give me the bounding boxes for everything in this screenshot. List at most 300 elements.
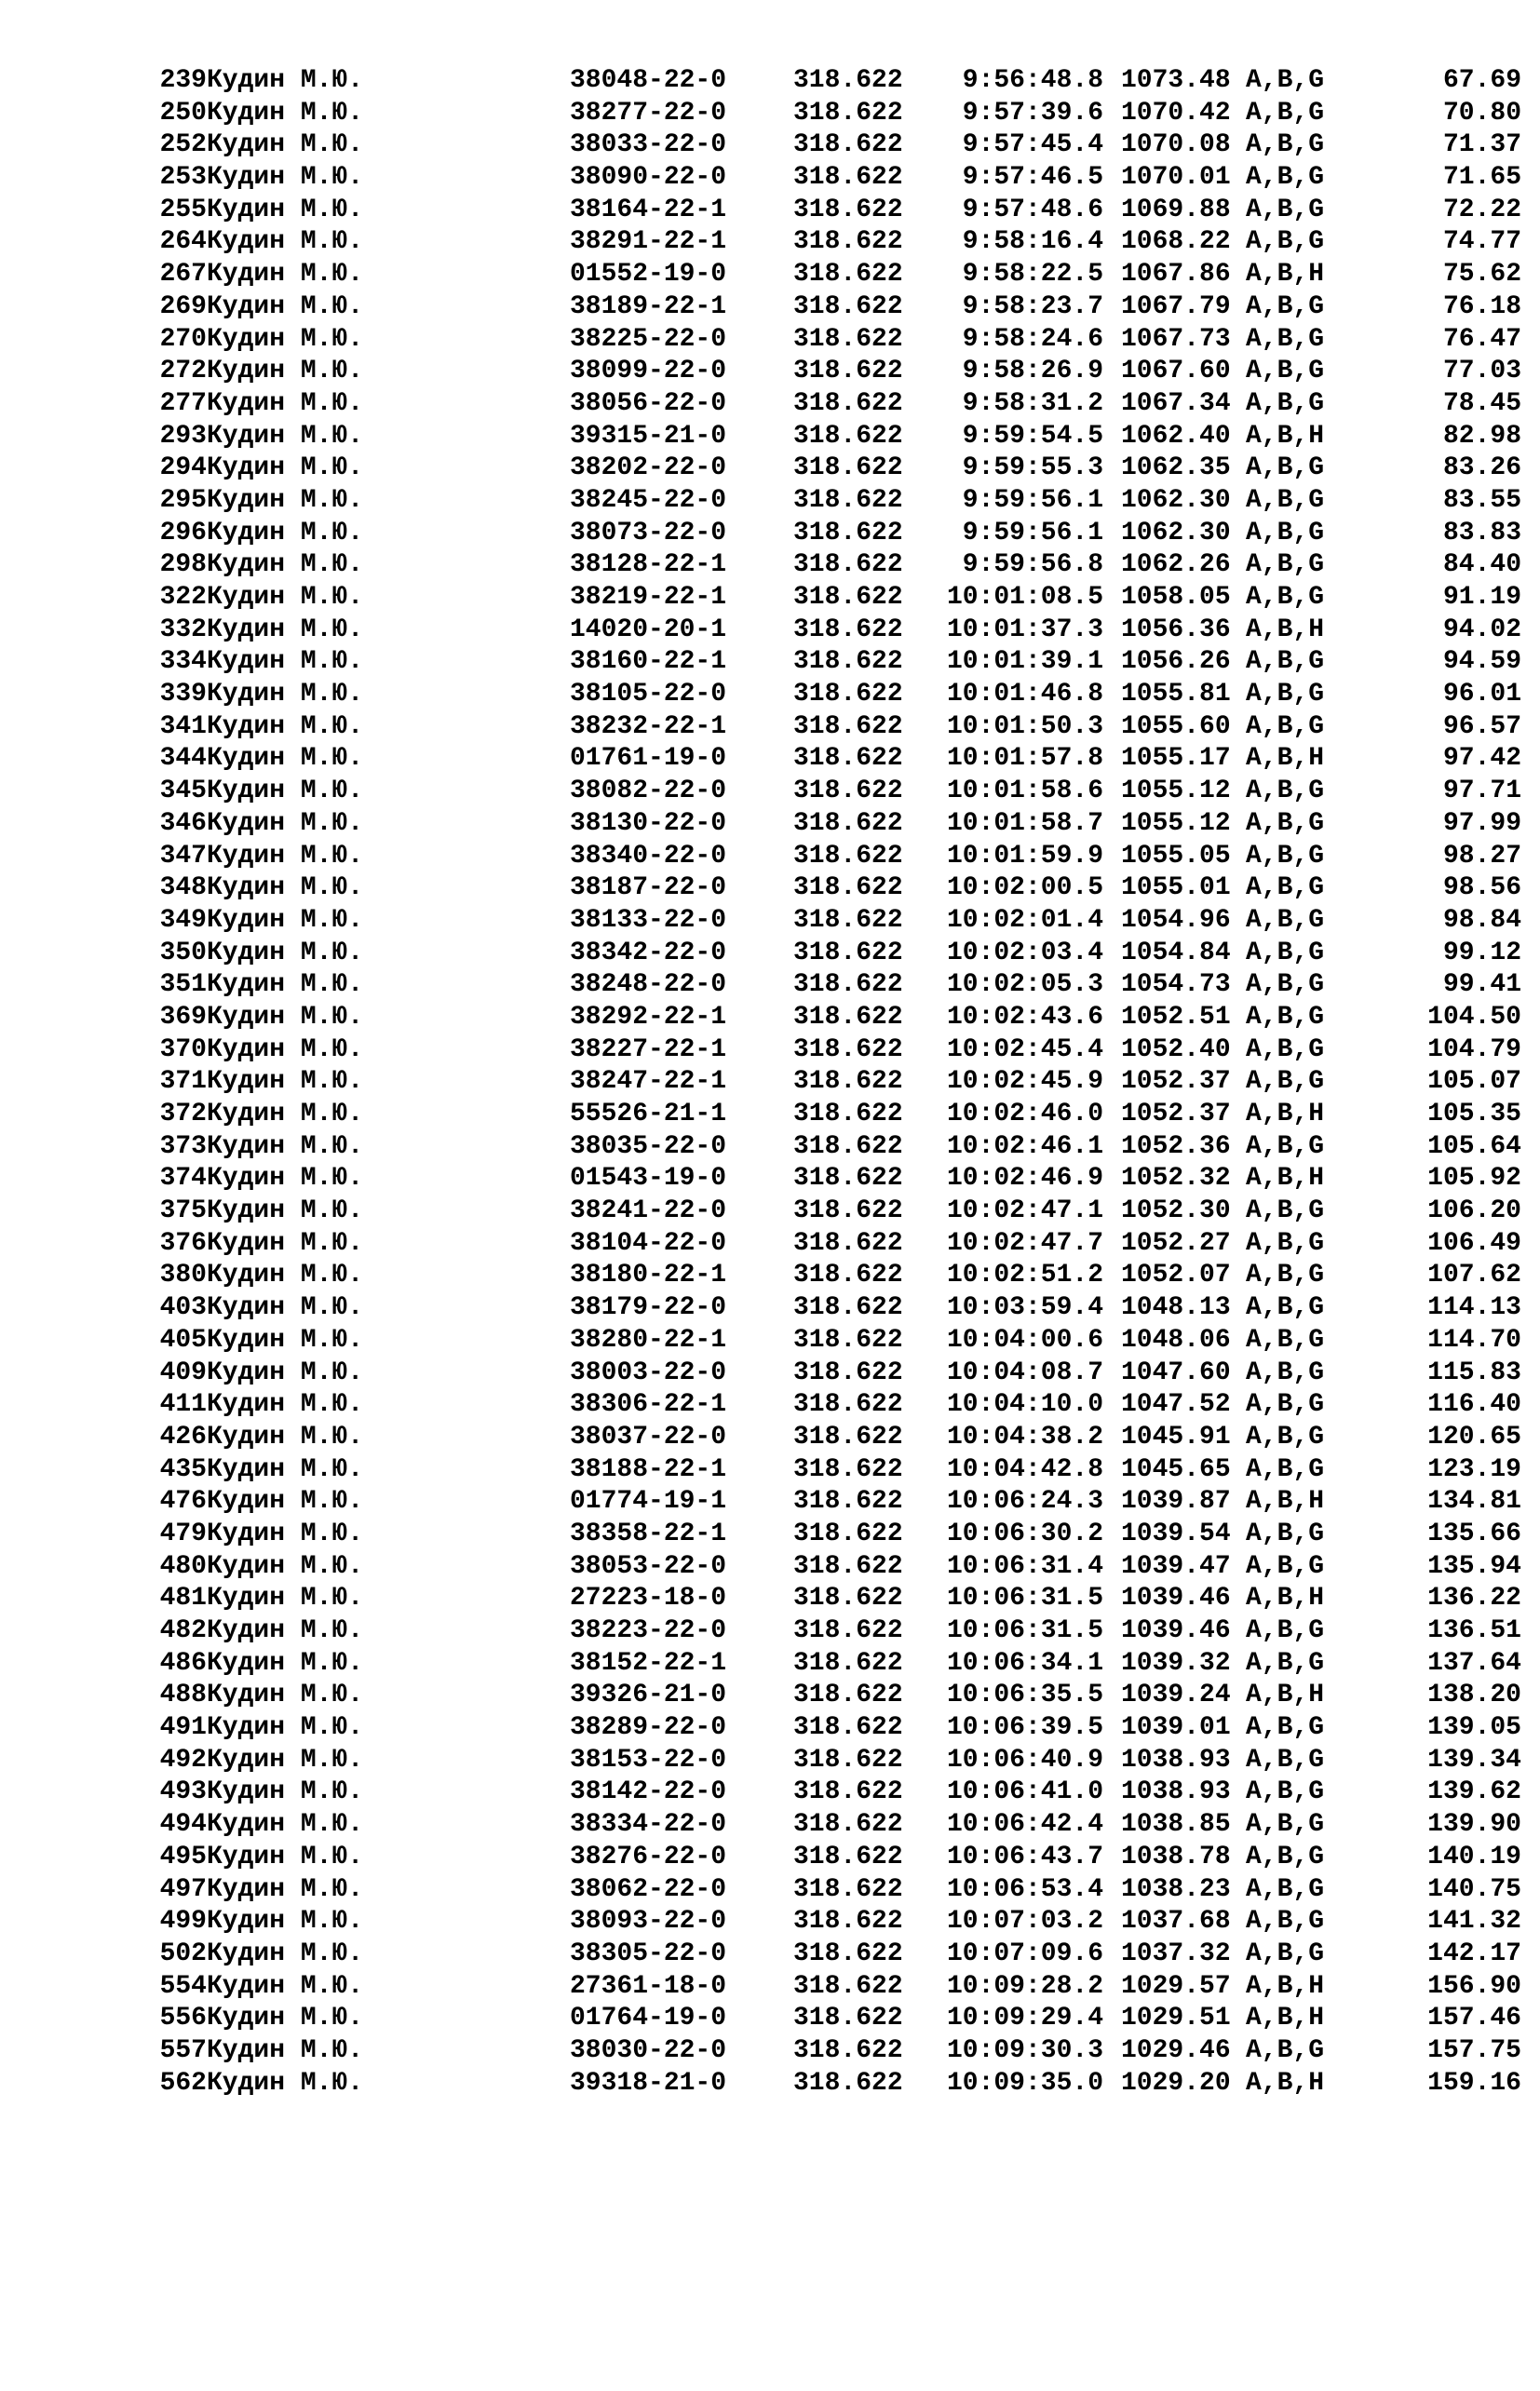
trailing-value: 83.83 [1442,518,1521,547]
log-row [0,905,1540,938]
frequency: 318.622 [793,1487,903,1517]
frequency: 318.622 [793,1681,903,1710]
trailing-value: 105.92 [1427,1164,1521,1194]
log-row [0,291,1540,324]
log-row [0,388,1540,421]
log-row [0,1551,1540,1584]
object-id: 38247-22-1 [570,1067,727,1097]
trailing-value: 115.83 [1427,1358,1521,1387]
observation-time: 10:01:58.7 [946,808,1103,838]
row-number: 334 [159,647,207,677]
measured-value: 1062.35 [1121,453,1231,483]
frequency: 318.622 [793,1745,903,1775]
flags: A,B,G [1246,1777,1325,1807]
object-id: 38306-22-1 [570,1390,727,1420]
object-id: 39318-21-0 [570,2068,727,2098]
object-id: 01552-19-0 [570,260,727,290]
trailing-value: 139.90 [1427,1810,1521,1840]
row-number: 332 [159,615,207,644]
trailing-value: 105.35 [1427,1100,1521,1128]
frequency: 318.622 [793,1519,903,1548]
row-number: 295 [159,485,207,515]
observation-time: 9:57:46.5 [962,163,1103,193]
row-number: 373 [159,1131,207,1161]
trailing-value: 141.32 [1427,1907,1521,1937]
frequency: 318.622 [793,1131,903,1161]
trailing-value: 157.46 [1427,2004,1521,2033]
trailing-value: 123.19 [1427,1454,1521,1484]
flags: A,B,G [1246,130,1325,160]
trailing-value: 98.27 [1442,841,1521,871]
row-number: 267 [159,260,207,290]
measured-value: 1037.32 [1121,1938,1231,1968]
trailing-value: 94.59 [1442,647,1521,677]
object-id: 14020-20-1 [570,615,727,644]
observation-time: 10:02:51.2 [946,1261,1103,1290]
row-number: 491 [159,1713,207,1743]
log-row [0,1776,1540,1809]
row-number: 481 [159,1584,207,1614]
flags: A,B,H [1246,1487,1325,1517]
measured-value: 1045.91 [1121,1422,1231,1452]
frequency: 318.622 [793,66,903,95]
row-number: 374 [159,1164,207,1194]
observer-name: Кудин М.Ю. [207,1648,364,1678]
measured-value: 1039.32 [1121,1648,1231,1678]
measured-value: 1038.93 [1121,1745,1231,1775]
trailing-value: 74.77 [1442,227,1521,257]
observer-name: Кудин М.Ю. [207,808,364,838]
object-id: 38035-22-0 [570,1131,727,1161]
flags: A,B,H [1246,2004,1325,2033]
observation-time: 10:06:39.5 [946,1713,1103,1743]
log-row [0,453,1540,485]
observer-name: Кудин М.Ю. [207,1196,364,1226]
measured-value: 1039.24 [1121,1681,1231,1710]
frequency: 318.622 [793,1810,903,1840]
measured-value: 1062.26 [1121,550,1231,580]
object-id: 38232-22-1 [570,711,727,741]
trailing-value: 114.13 [1427,1293,1521,1323]
observer-name: Кудин М.Ю. [207,1745,364,1775]
measured-value: 1038.93 [1121,1777,1231,1807]
log-row [0,1228,1540,1261]
row-number: 480 [159,1551,207,1581]
log-row [0,743,1540,776]
log-row [0,808,1540,841]
flags: A,B,G [1246,1745,1325,1775]
observation-time: 9:57:45.4 [962,130,1103,160]
measured-value: 1029.20 [1121,2068,1231,2098]
flags: A,B,H [1246,260,1325,290]
measured-value: 1067.34 [1121,388,1231,418]
observation-time: 10:06:35.5 [946,1681,1103,1710]
frequency: 318.622 [793,1390,903,1420]
object-id: 55526-21-1 [570,1100,727,1128]
trailing-value: 91.19 [1442,583,1521,612]
observation-time: 10:04:42.8 [946,1454,1103,1484]
flags: A,B,G [1246,1196,1325,1226]
object-id: 38037-22-0 [570,1422,727,1452]
object-id: 38248-22-0 [570,970,727,1000]
measured-value: 1052.37 [1121,1067,1231,1097]
flags: A,B,G [1246,777,1325,806]
observation-time: 10:02:03.4 [946,938,1103,967]
flags: A,B,G [1246,1422,1325,1452]
frequency: 318.622 [793,1551,903,1581]
row-number: 255 [159,195,207,224]
observer-name: Кудин М.Ю. [207,324,364,354]
object-id: 38142-22-0 [570,1777,727,1807]
log-row [0,711,1540,744]
row-number: 409 [159,1358,207,1387]
flags: A,B,G [1246,324,1325,354]
row-number: 403 [159,1293,207,1323]
observation-time: 10:06:42.4 [946,1810,1103,1840]
observer-name: Кудин М.Ю. [207,680,364,709]
object-id: 38099-22-0 [570,357,727,386]
frequency: 318.622 [793,1616,903,1645]
observation-time: 10:04:00.6 [946,1325,1103,1355]
frequency: 318.622 [793,357,903,386]
row-number: 347 [159,841,207,871]
measured-value: 1070.01 [1121,163,1231,193]
flags: A,B,G [1246,2035,1325,2065]
frequency: 318.622 [793,647,903,677]
object-id: 38105-22-0 [570,680,727,709]
trailing-value: 114.70 [1427,1325,1521,1355]
flags: A,B,G [1246,1842,1325,1871]
object-id: 38202-22-0 [570,453,727,483]
log-row [0,1358,1540,1390]
log-row [0,938,1540,970]
row-number: 435 [159,1454,207,1484]
frequency: 318.622 [793,550,903,580]
object-id: 38062-22-0 [570,1874,727,1904]
object-id: 38342-22-0 [570,938,727,967]
log-row [0,679,1540,711]
flags: A,B,G [1246,938,1325,967]
row-number: 253 [159,163,207,193]
object-id: 38225-22-0 [570,324,727,354]
object-id: 01761-19-0 [570,744,727,774]
observer-name: Кудин М.Ю. [207,1164,364,1194]
trailing-value: 135.66 [1427,1519,1521,1548]
trailing-value: 106.20 [1427,1196,1521,1226]
observation-time: 10:06:31.5 [946,1616,1103,1645]
flags: A,B,G [1246,1454,1325,1484]
frequency: 318.622 [793,1261,903,1290]
row-number: 405 [159,1325,207,1355]
log-row [0,1325,1540,1358]
log-row [0,162,1540,195]
observer-name: Кудин М.Ю. [207,195,364,224]
object-id: 38160-22-1 [570,647,727,677]
row-number: 479 [159,1519,207,1548]
trailing-value: 107.62 [1427,1261,1521,1290]
observer-name: Кудин М.Ю. [207,1551,364,1581]
observation-time: 10:07:03.2 [946,1907,1103,1937]
measured-value: 1067.60 [1121,357,1231,386]
observer-name: Кудин М.Ю. [207,388,364,418]
frequency: 318.622 [793,905,903,935]
measured-value: 1039.47 [1121,1551,1231,1581]
frequency: 318.622 [793,1648,903,1678]
flags: A,B,G [1246,1131,1325,1161]
flags: A,B,G [1246,1261,1325,1290]
observation-time: 10:01:37.3 [946,615,1103,644]
trailing-value: 104.79 [1427,1034,1521,1064]
flags: A,B,G [1246,1874,1325,1904]
measured-value: 1055.12 [1121,777,1231,806]
row-number: 349 [159,905,207,935]
trailing-value: 97.99 [1442,808,1521,838]
observation-time: 10:01:46.8 [946,680,1103,709]
trailing-value: 72.22 [1442,195,1521,224]
flags: A,B,G [1246,1002,1325,1032]
object-id: 01543-19-0 [570,1164,727,1194]
trailing-value: 136.22 [1427,1584,1521,1614]
observation-time: 10:06:41.0 [946,1777,1103,1807]
flags: A,B,G [1246,1519,1325,1548]
observer-name: Кудин М.Ю. [207,647,364,677]
flags: A,B,H [1246,1584,1325,1614]
log-row [0,1906,1540,1938]
observer-name: Кудин М.Ю. [207,1390,364,1420]
object-id: 38241-22-0 [570,1196,727,1226]
row-number: 426 [159,1422,207,1452]
observation-time: 9:59:54.5 [962,421,1103,451]
trailing-value: 104.50 [1427,1002,1521,1032]
object-id: 38152-22-1 [570,1648,727,1678]
measured-value: 1062.30 [1121,485,1231,515]
trailing-value: 137.64 [1427,1648,1521,1678]
measured-value: 1047.60 [1121,1358,1231,1387]
observation-time: 10:06:34.1 [946,1648,1103,1678]
row-number: 239 [159,66,207,95]
observation-time: 10:02:43.6 [946,1002,1103,1032]
log-row [0,518,1540,550]
trailing-value: 98.56 [1442,873,1521,903]
object-id: 38340-22-0 [570,841,727,871]
log-row [0,259,1540,291]
frequency: 318.622 [793,453,903,483]
flags: A,B,G [1246,905,1325,935]
observer-name: Кудин М.Ю. [207,970,364,1000]
log-row [0,615,1540,647]
trailing-value: 159.16 [1427,2068,1521,2098]
flags: A,B,G [1246,1551,1325,1581]
observation-time: 10:02:46.0 [946,1100,1103,1128]
row-number: 298 [159,550,207,580]
log-row [0,1454,1540,1487]
flags: A,B,G [1246,195,1325,224]
frequency: 318.622 [793,518,903,547]
log-row [0,1971,1540,2004]
observer-name: Кудин М.Ю. [207,1907,364,1937]
measured-value: 1062.30 [1121,518,1231,547]
log-row [0,1938,1540,1971]
observation-time: 10:01:59.9 [946,841,1103,871]
object-id: 38189-22-1 [570,291,727,321]
frequency: 318.622 [793,485,903,515]
trailing-value: 116.40 [1427,1390,1521,1420]
flags: A,B,H [1246,744,1325,774]
flags: A,B,G [1246,227,1325,257]
log-row [0,1066,1540,1099]
flags: A,B,H [1246,2068,1325,2098]
row-number: 556 [159,2004,207,2033]
log-row [0,1583,1540,1615]
log-row [0,1034,1540,1067]
trailing-value: 136.51 [1427,1616,1521,1645]
row-number: 380 [159,1261,207,1290]
flags: A,B,G [1246,1293,1325,1323]
log-row [0,1874,1540,1907]
measured-value: 1047.52 [1121,1390,1231,1420]
observation-time: 10:01:50.3 [946,711,1103,741]
observer-name: Кудин М.Ю. [207,1713,364,1743]
object-id: 38003-22-0 [570,1358,727,1387]
observer-name: Кудин М.Ю. [207,744,364,774]
measured-value: 1073.48 [1121,66,1231,95]
trailing-value: 156.90 [1427,1971,1521,2001]
trailing-value: 157.75 [1427,2035,1521,2065]
row-number: 250 [159,98,207,128]
log-row [0,1615,1540,1648]
row-number: 322 [159,583,207,612]
measured-value: 1039.01 [1121,1713,1231,1743]
object-id: 01774-19-1 [570,1487,727,1517]
flags: A,B,G [1246,1228,1325,1258]
log-row [0,1745,1540,1777]
object-id: 38289-22-0 [570,1713,727,1743]
frequency: 318.622 [793,1938,903,1968]
flags: A,B,H [1246,1100,1325,1128]
row-number: 344 [159,744,207,774]
row-number: 482 [159,1616,207,1645]
measured-value: 1052.36 [1121,1131,1231,1161]
observer-name: Кудин М.Ю. [207,1131,364,1161]
observer-name: Кудин М.Ю. [207,1422,364,1452]
observation-time: 10:06:31.4 [946,1551,1103,1581]
observation-time: 10:02:47.7 [946,1228,1103,1258]
frequency: 318.622 [793,1584,903,1614]
frequency: 318.622 [793,260,903,290]
observer-name: Кудин М.Ю. [207,1358,364,1387]
observer-name: Кудин М.Ю. [207,98,364,128]
measured-value: 1067.79 [1121,291,1231,321]
observer-name: Кудин М.Ю. [207,905,364,935]
observer-name: Кудин М.Ю. [207,291,364,321]
object-id: 39315-21-0 [570,421,727,451]
observer-name: Кудин М.Ю. [207,2004,364,2033]
flags: A,B,H [1246,1681,1325,1710]
observer-name: Кудин М.Ю. [207,1681,364,1710]
observer-name: Кудин М.Ю. [207,1519,364,1548]
observer-name: Кудин М.Ю. [207,1293,364,1323]
object-id: 27223-18-0 [570,1584,727,1614]
row-number: 370 [159,1034,207,1064]
log-row [0,1389,1540,1422]
row-number: 376 [159,1228,207,1258]
row-number: 296 [159,518,207,547]
observer-name: Кудин М.Ю. [207,1228,364,1258]
observer-name: Кудин М.Ю. [207,938,364,967]
measured-value: 1029.57 [1121,1971,1231,2001]
observer-name: Кудин М.Ю. [207,1584,364,1614]
log-row [0,872,1540,905]
trailing-value: 82.98 [1442,421,1521,451]
row-number: 497 [159,1874,207,1904]
object-id: 38153-22-0 [570,1745,727,1775]
row-number: 348 [159,873,207,903]
flags: A,B,G [1246,1067,1325,1097]
row-number: 486 [159,1648,207,1678]
row-number: 554 [159,1971,207,2001]
flags: A,B,G [1246,1810,1325,1840]
observer-name: Кудин М.Ю. [207,1002,364,1032]
flags: A,B,G [1246,1648,1325,1678]
object-id: 38133-22-0 [570,905,727,935]
observation-time: 10:06:40.9 [946,1745,1103,1775]
observer-name: Кудин М.Ю. [207,2035,364,2065]
measured-value: 1039.87 [1121,1487,1231,1517]
measured-value: 1052.40 [1121,1034,1231,1064]
trailing-value: 83.55 [1442,485,1521,515]
trailing-value: 94.02 [1442,615,1521,644]
observation-time: 10:01:08.5 [946,583,1103,612]
flags: A,B,G [1246,550,1325,580]
trailing-value: 97.71 [1442,777,1521,806]
observer-name: Кудин М.Ю. [207,1100,364,1128]
trailing-value: 120.65 [1427,1422,1521,1452]
object-id: 38030-22-0 [570,2035,727,2065]
flags: A,B,H [1246,1164,1325,1194]
frequency: 318.622 [793,227,903,257]
trailing-value: 140.75 [1427,1874,1521,1904]
observer-name: Кудин М.Ю. [207,1938,364,1968]
log-row [0,226,1540,259]
log-row [0,969,1540,1002]
log-row [0,1422,1540,1454]
observer-name: Кудин М.Ю. [207,518,364,547]
observation-time: 9:59:56.1 [962,518,1103,547]
object-id: 38245-22-0 [570,485,727,515]
object-id: 38048-22-0 [570,66,727,95]
trailing-value: 99.41 [1442,970,1521,1000]
measured-value: 1037.68 [1121,1907,1231,1937]
observer-name: Кудин М.Ю. [207,583,364,612]
log-row [0,1260,1540,1292]
trailing-value: 75.62 [1442,260,1521,290]
frequency: 318.622 [793,1907,903,1937]
log-row [0,1099,1540,1131]
row-number: 499 [159,1907,207,1937]
observation-time: 10:02:45.4 [946,1034,1103,1064]
observer-name: Кудин М.Ю. [207,357,364,386]
row-number: 375 [159,1196,207,1226]
log-row [0,98,1540,130]
frequency: 318.622 [793,1454,903,1484]
frequency: 318.622 [793,324,903,354]
trailing-value: 83.26 [1442,453,1521,483]
object-id: 39326-21-0 [570,1681,727,1710]
measured-value: 1062.40 [1121,421,1231,451]
observation-time: 10:02:00.5 [946,873,1103,903]
observation-time: 9:57:48.6 [962,195,1103,224]
log-row [0,485,1540,518]
